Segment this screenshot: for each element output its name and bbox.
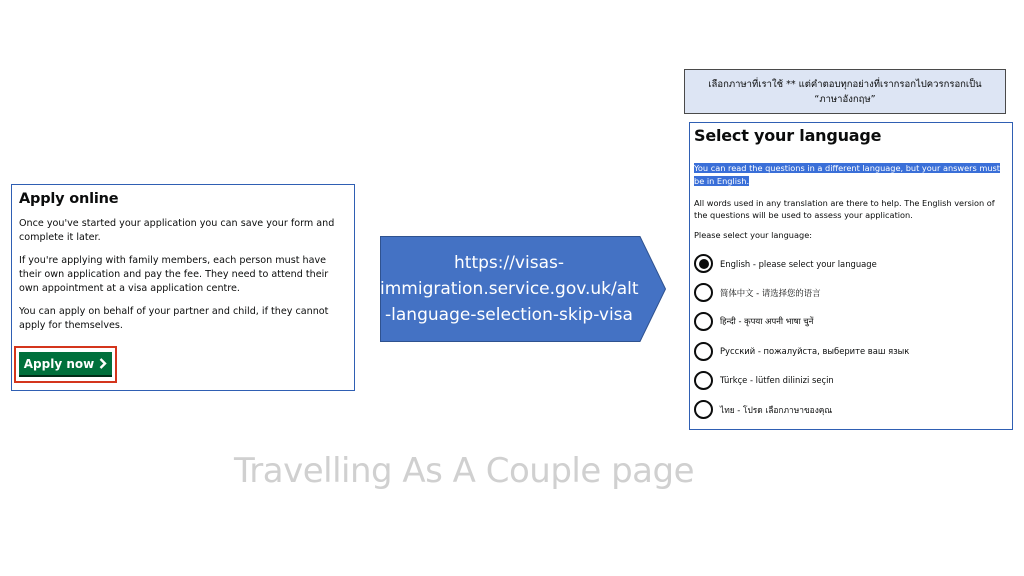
- page-caption: Travelling As A Couple page: [234, 451, 695, 491]
- radio-button[interactable]: [694, 254, 713, 273]
- radio-button[interactable]: [694, 283, 713, 302]
- language-option-chinese[interactable]: 简体中文 - 请选择您的语言: [694, 278, 1008, 307]
- radio-button[interactable]: [694, 371, 713, 390]
- radio-button[interactable]: [694, 312, 713, 331]
- apply-now-label: Apply now: [23, 356, 95, 371]
- chevron-right-icon: [99, 358, 107, 369]
- radio-button[interactable]: [694, 400, 713, 419]
- radio-button[interactable]: [694, 342, 713, 361]
- language-option-turkish[interactable]: Türkçe - lütfen dilinizi seçin: [694, 366, 1008, 395]
- language-option-thai[interactable]: ไทย - โปรด เลือกภาษาของคุณ: [694, 395, 1008, 424]
- language-prompt: Please select your language:: [694, 230, 812, 240]
- language-option-english[interactable]: English - please select your language: [694, 249, 1008, 278]
- apply-now-highlight: [14, 346, 117, 383]
- thai-note: เลือกภาษาที่เราใช้ ** แต่คำตอบทุกอย่างที่เรากรอกไปควรกรอกเป็น “ภาษาอังกฤษ”: [684, 69, 1006, 114]
- apply-online-paragraph: You can apply on behalf of your partner and child, if they cannot apply for themselves.: [19, 306, 329, 331]
- apply-online-paragraph: If you're applying with family members, each person must have their own application and pay the fee. They need to attend their own appointment at a visa application centre.: [19, 255, 329, 294]
- apply-online-panel: [11, 184, 355, 391]
- select-language-panel: [689, 122, 1013, 430]
- apply-online-paragraph: Once you've started your application you can save your form and complete it later.: [19, 218, 335, 243]
- apply-now-button[interactable]: [19, 352, 112, 377]
- apply-online-title: Apply online: [19, 191, 119, 207]
- radio-selected-dot: [699, 259, 709, 269]
- highlighted-notice: You can read the questions in a different language, but your answers must be in English.: [694, 163, 1001, 186]
- select-language-title: Select your language: [694, 126, 882, 145]
- language-option-russian[interactable]: Русский - пожалуйста, выберите ваш язык: [694, 337, 1008, 366]
- arrow-url-text: https://visas- immigration.service.gov.uk/alt -language-selection-skip-visa: [380, 253, 639, 325]
- translation-info: All words used in any translation are there to help. The English version of the questions will be used to assess your application.: [694, 198, 995, 220]
- language-option-hindi[interactable]: हिन्दी - कृपया अपनी भाषा चुनें: [694, 307, 1008, 336]
